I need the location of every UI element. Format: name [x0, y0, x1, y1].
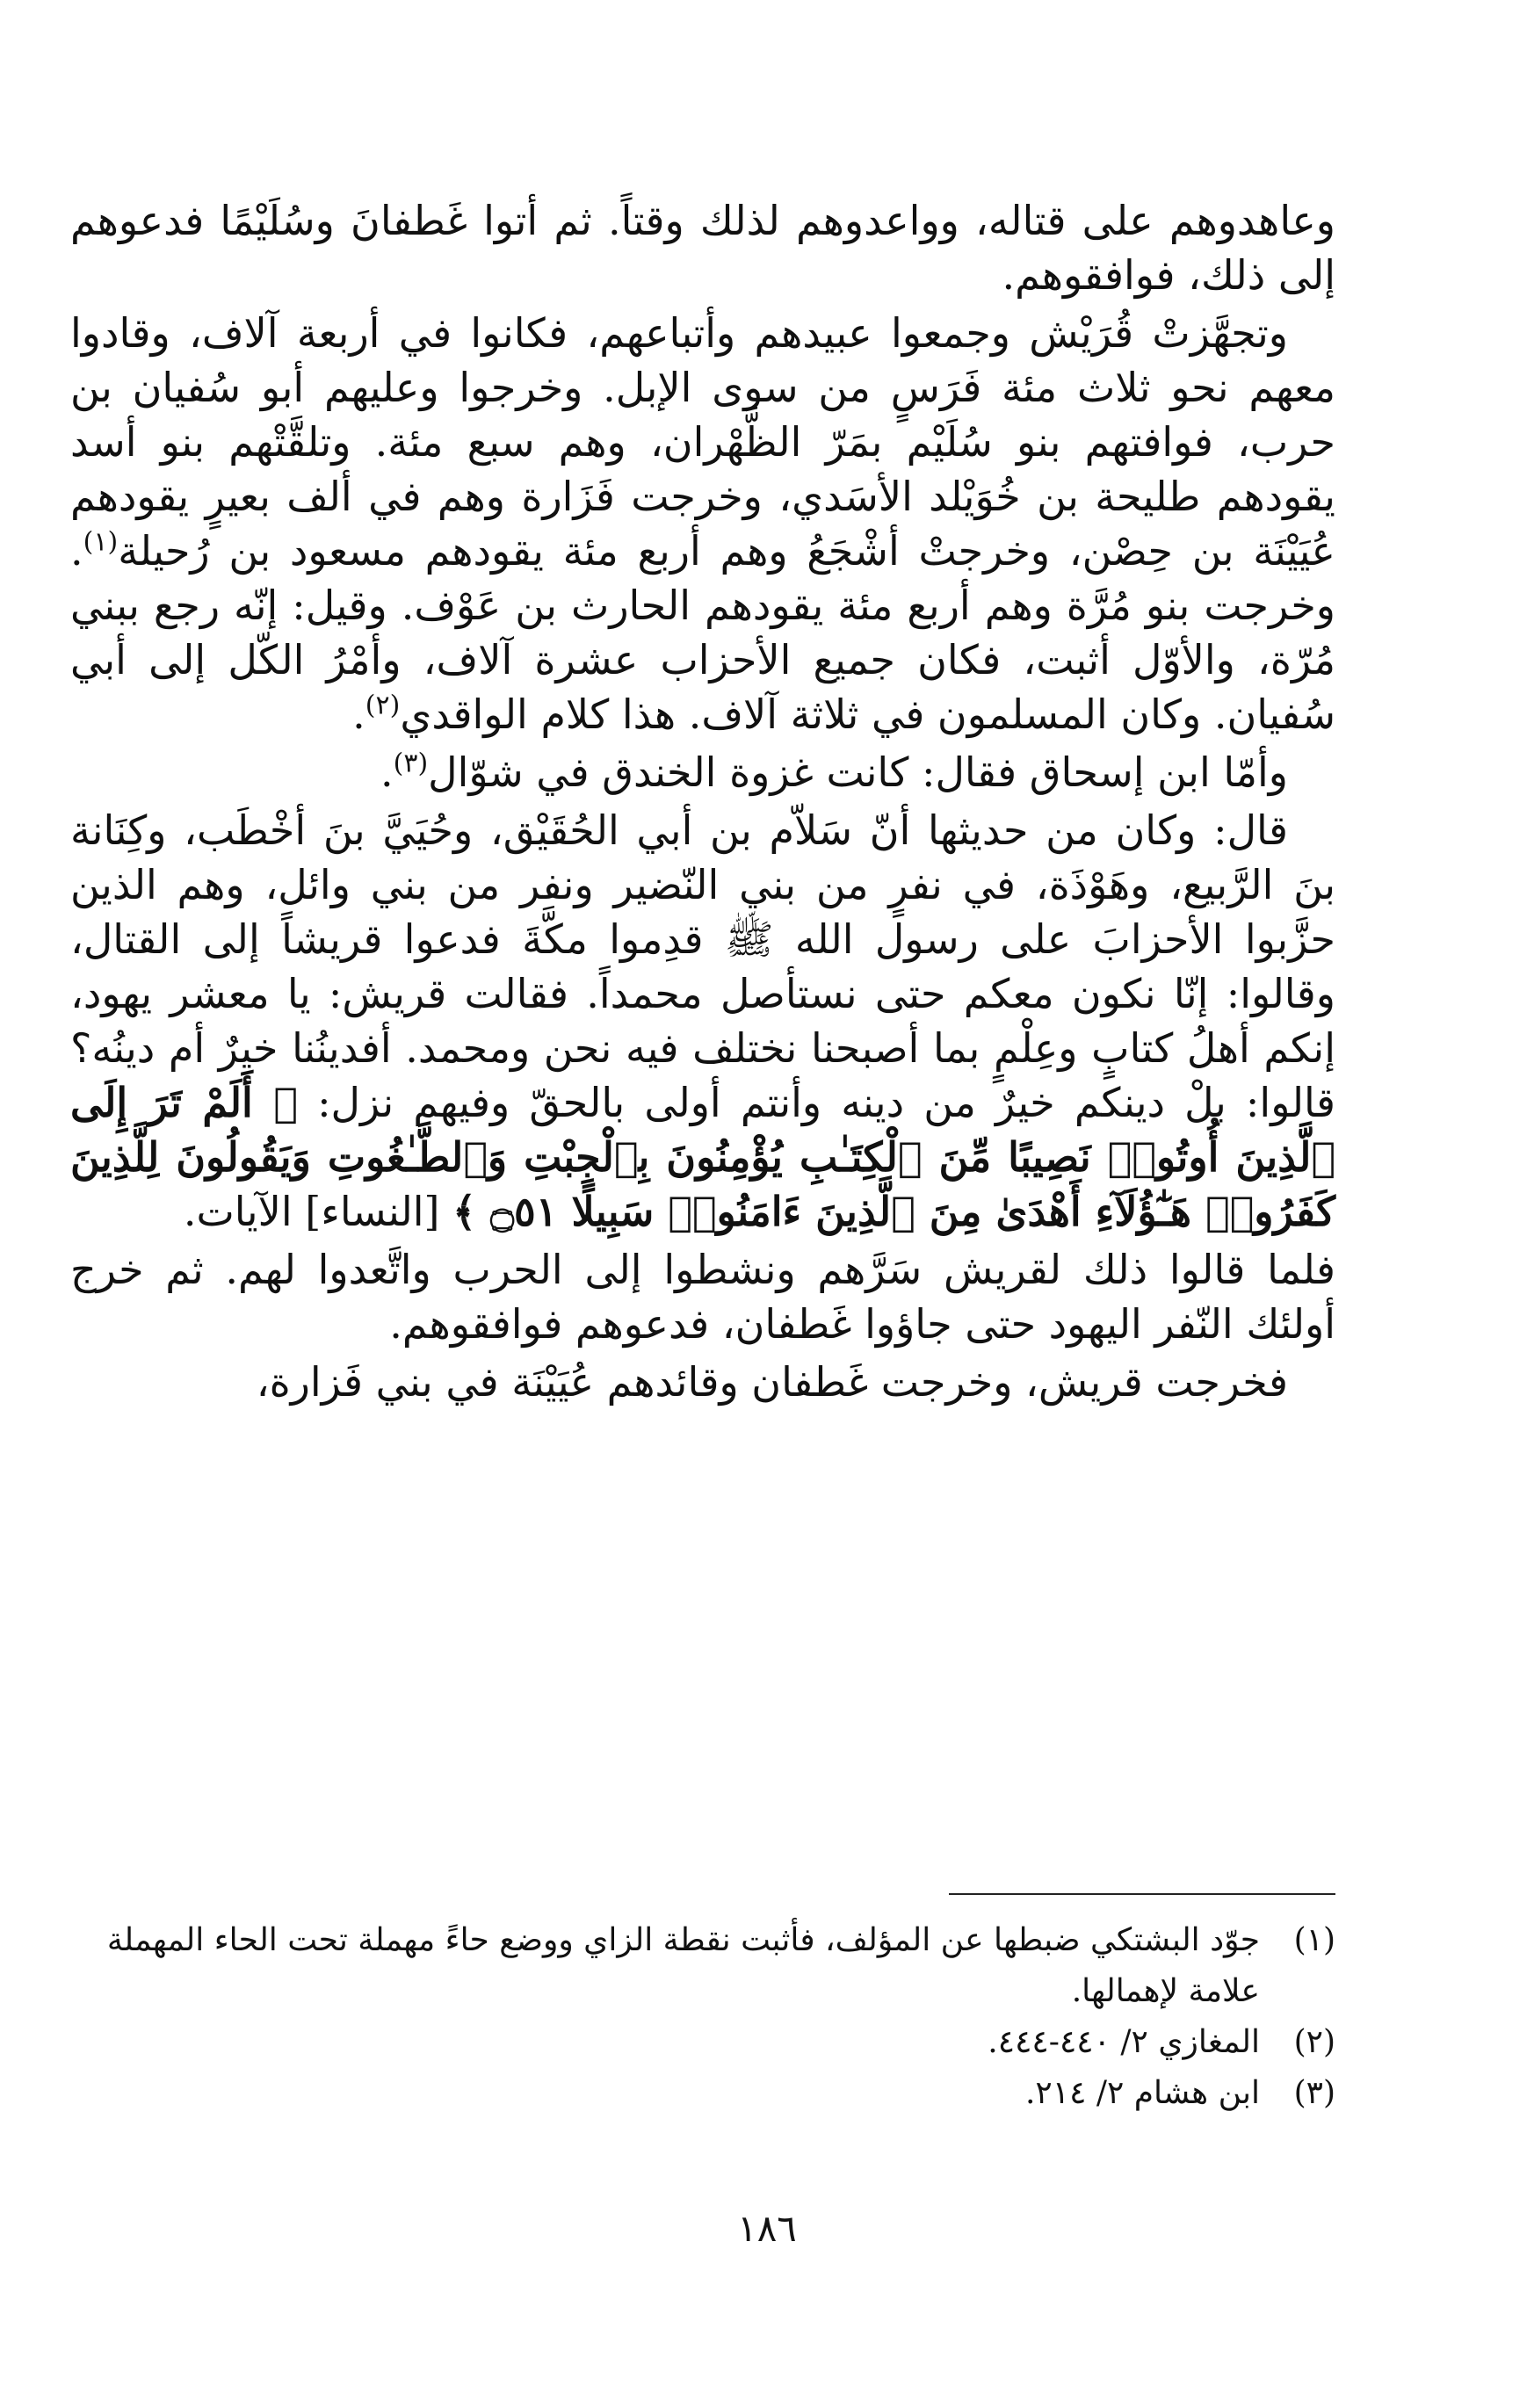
paragraph-4-text: قال: وكان من حديثها أنّ سَلاّم بن أبي الحُقَيْق، وحُيَيَّ بنَ أخْطَب، وكِنَانة بنَ الرَّبيع، وهَوْذَة، في نفرٍ من بني النّضير ونفر من بني وائل، وهم الذين حزَّبوا الأحزابَ على رسول الله ﷺ قدِموا مكَّةَ فدعوا قريشاً إلى القتال، وقالوا: إنّا نكون معكم حتى نستأصل محمداً. فقالت قريش: يا معشر يهود، إنكم أهلُ كتابٍ وعِلْمٍ بما أصبحنا نختلف فيه نحن ومحمد. أفدينُنا خيرٌ أم دينُه؟ قالوا: بلْ دينكم خيرٌ من دينه وأنتم أولى بالحقّ وفيهم نزل: — [70, 806, 1335, 1126]
footnote-2 — [70, 2017, 1335, 2068]
paragraph-5: فلما قالوا ذلك لقريش سَرَّهم ونشطوا إلى الحرب واتَّعدوا لهم. ثم خرج أولئك النّفر اليهود حتى جاؤوا غَطفان، فدعوهم فوافقوهم. — [70, 1246, 1335, 1348]
footnote-ref-2: (٢) — [365, 690, 401, 721]
paragraph-3-part-b: . — [380, 748, 394, 796]
paragraph-1: وعاهدوهم على قتاله، وواعدوهم لذلك وقتاً. ثم أتوا غَطفانَ وسُلَيْمًا فدعوهم إلى ذلك، فوافقوهم. — [70, 197, 1335, 299]
footnote-1 — [70, 1915, 1335, 2017]
paragraph-2-part-b: . وخرجت بنو مُرَّة وهم أربع مئة يقودهم الحارث بن عَوْف. وقيل: إنّه رجع ببني مُرّة، والأوّل أثبت، فكان جميع الأحزاب عشرة آلاف، وأمْرُ الكّل إلى أبي سُفيان. وكان المسلمون في ثلاثة آلاف. هذا كلام الواقدي — [70, 527, 1335, 738]
paragraph-4 — [70, 803, 1335, 1239]
footnote-text: المغازي ٢/ ٤٤٠-٤٤٤. — [988, 2024, 1260, 2060]
quran-citation: [النساء] الآيات. — [183, 1188, 440, 1235]
footnote-3 — [70, 2068, 1335, 2119]
paragraph-3 — [70, 745, 1335, 799]
footnote-ref-3: (٣) — [393, 748, 429, 779]
paragraph-2 — [70, 306, 1335, 741]
quran-verse: ﴿ أَلَمْ تَرَ إِلَى ٱلَّذِينَ أُوتُوا۟ نَصِيبًا مِّنَ ٱلْكِتَـٰبِ يُؤْمِنُونَ بِٱلْجِبْتِ وَٱلطَّـٰغُوتِ وَيَقُولُونَ لِلَّذِينَ كَفَرُوا۟ هَـٰٓؤُلَآءِ أَهْدَىٰ مِنَ ٱلَّذِينَ ءَامَنُوا۟ سَبِيلًا ۝٥١ ﴾ — [70, 1079, 1335, 1235]
paragraph-2-part-c: . — [352, 691, 365, 738]
main-text — [70, 193, 1335, 1413]
footnote-number: (١) — [1293, 1922, 1335, 1958]
paragraph-6: فخرجت قريش، وخرجت غَطفان وقائدهم عُيَيْنَة في بني فَزارة، — [256, 1358, 1288, 1406]
footnote-number: (٣) — [1293, 2075, 1335, 2111]
footnote-ref-1: (١) — [83, 526, 119, 558]
page-number: ١٨٦ — [737, 2207, 797, 2250]
footnote-text: ابن هشام ٢/ ٢١٤. — [1024, 2075, 1260, 2111]
footnotes — [70, 1915, 1335, 2119]
paragraph-3-part-a: وأمّا ابن إسحاق فقال: كانت غزوة الخندق في شوّال — [428, 748, 1288, 796]
paragraph-2-part-a: وتجهَّزتْ قُرَيْش وجمعوا عبيدهم وأتباعهم، فكانوا في أربعة آلاف، وقادوا معهم نحو ثلاث مئة فَرَسٍ من سوى الإبل. وخرجوا وعليهم أبو سُفيان بن حرب، فوافتهم بنو سُلَيْم بمَرّ الظَّهْران، وهم سبع مئة. وتلقَّتْهم بنو أسد يقودهم طليحة بن خُوَيْلد الأسَدي، وخرجت فَزَارة وهم في ألف بعيرٍ يقودهم عُيَيْنَة بن حِصْن، وخرجتْ أشْجَعُ وهم أربع مئة يقودهم مسعود بن رُحيلة — [70, 309, 1335, 575]
footnote-number: (٢) — [1293, 2024, 1335, 2060]
footnote-text: جوّد البشتكي ضبطها عن المؤلف، فأثبت نقطة الزاي ووضع حاءً مهملة تحت الحاء المهملة علامة لإهمالها. — [106, 1922, 1260, 2009]
footnote-separator — [949, 1893, 1335, 1895]
